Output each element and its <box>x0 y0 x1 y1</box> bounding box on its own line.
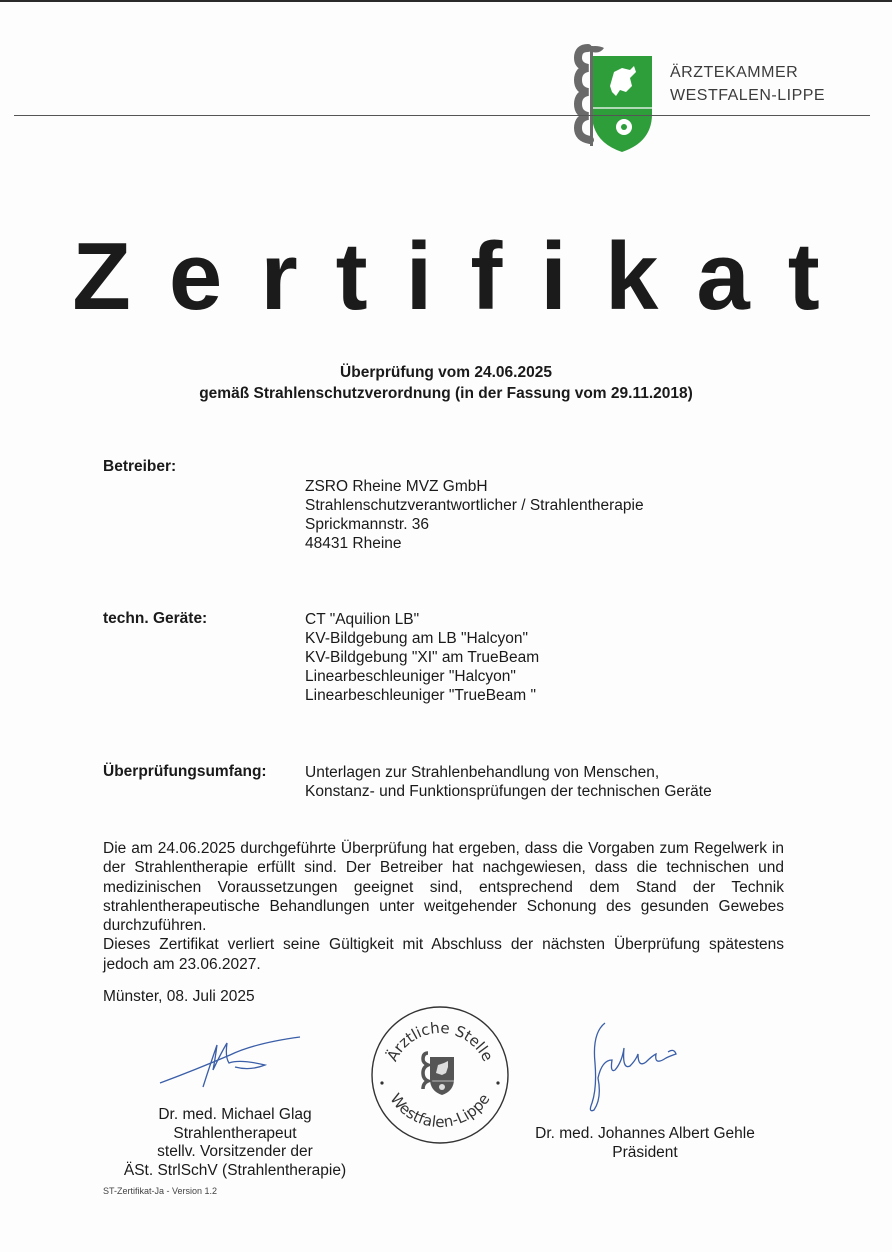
organization-name <box>670 61 825 107</box>
signatory-left-title: Strahlentherapeut <box>173 1124 297 1142</box>
scope-line: Konstanz- und Funktionsprüfungen der technischen Geräte <box>305 783 712 800</box>
org-name-line1: ÄRZTEKAMMER <box>670 64 799 81</box>
scope-details <box>305 763 712 801</box>
scope-label: Überprüfungsumfang: <box>103 763 267 780</box>
signatory-right-title: Präsident <box>612 1143 678 1161</box>
signatory-left <box>100 1106 370 1180</box>
device-item: KV-Bildgebung "XI" am TrueBeam <box>305 649 540 666</box>
seal-text-bottom: Westfalen-Lippe <box>386 1090 494 1132</box>
signatory-left-org: ÄSt. StrlSchV (Strahlentherapie) <box>123 1161 347 1179</box>
certificate-body <box>103 839 784 974</box>
operator-line: ZSRO Rheine MVZ GmbH <box>305 478 488 495</box>
signatory-right-name: Dr. med. Johannes Albert Gehle <box>535 1125 755 1142</box>
top-border <box>0 0 892 2</box>
aesculapius-staff <box>590 46 593 146</box>
body-paragraph: Dieses Zertifikat verliert seine Gültigkeit mit Abschluss der nächsten Überprüfung spätestens jedoch am 23.06.2027. <box>103 936 784 973</box>
org-name-line2: WESTFALEN-LIPPE <box>670 87 826 104</box>
operator-line: Sprickmannstr. 36 <box>305 516 430 533</box>
certificate-title: Zertifikat <box>72 223 858 330</box>
header-divider <box>14 115 870 116</box>
scope-line: Unterlagen zur Strahlenbehandlung von Menschen, <box>305 764 660 781</box>
signatory-left-role: stellv. Vorsitzender der <box>157 1143 313 1160</box>
signature-gehle <box>580 1018 700 1118</box>
signatory-right <box>515 1125 775 1162</box>
device-item: KV-Bildgebung am LB "Halcyon" <box>305 630 528 647</box>
document-version-footer: ST-Zertifikat-Ja - Version 1.2 <box>103 1186 218 1196</box>
signatory-left-name: Dr. med. Michael Glag <box>158 1106 312 1123</box>
aerztekammer-logo-icon <box>570 44 660 154</box>
operator-line: 48431 Rheine <box>305 535 402 552</box>
certificate-subtitle <box>0 362 892 404</box>
subtitle-line1: Überprüfung vom 24.06.2025 <box>340 364 552 381</box>
devices-list <box>305 610 539 705</box>
seal-text-top: Ärztliche Stelle <box>383 1018 497 1065</box>
aesculapius-snake <box>578 48 590 140</box>
devices-label: techn. Geräte: <box>103 610 208 627</box>
device-item: CT "Aquilion LB" <box>305 611 420 628</box>
subtitle-line2: gemäß Strahlenschutzverordnung (in der Fassung vom 29.11.2018) <box>199 385 693 402</box>
body-paragraph: Die am 24.06.2025 durchgeführte Überprüfung hat ergeben, dass die Vorgaben zum Regelwerk in der Strahlentherapie erfüllt sind. Der Betreiber hat nachgewiesen, dass die technischen und medizinischen Voraussetzungen geeignet sind, entsprechend dem Stand der Technik strahlentherapeutische Behandlungen unter weitgehender Schonung des gesunden Gewebes durchzuführen. <box>103 840 784 935</box>
official-seal <box>368 1003 512 1147</box>
place-and-date: Münster, 08. Juli 2025 <box>103 988 255 1005</box>
seal-emblem-icon <box>423 1053 454 1095</box>
operator-details <box>305 477 644 553</box>
operator-label: Betreiber: <box>103 458 177 475</box>
device-item: Linearbeschleuniger "Halcyon" <box>305 668 516 685</box>
operator-line: Strahlenschutzverantwortlicher / Strahlentherapie <box>305 497 644 514</box>
device-item: Linearbeschleuniger "TrueBeam " <box>305 687 537 704</box>
signature-glag <box>155 1025 305 1095</box>
